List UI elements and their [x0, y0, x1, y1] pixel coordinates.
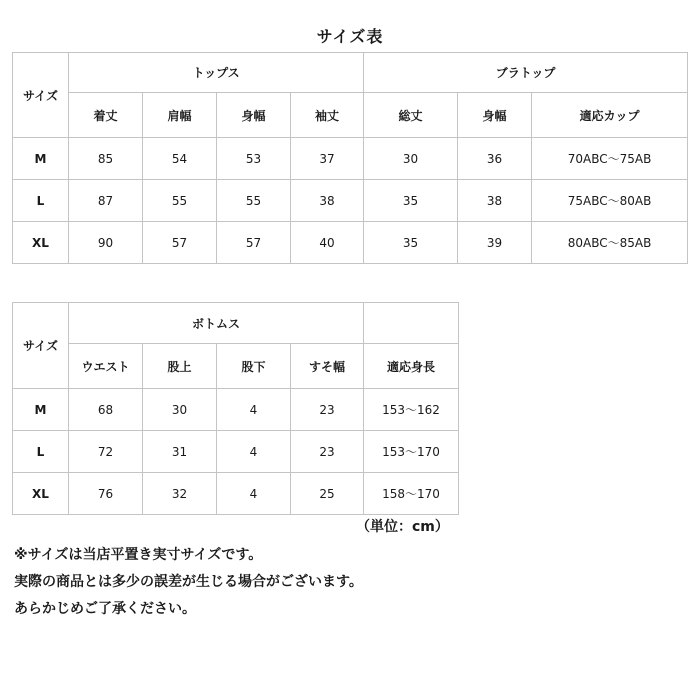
column-header: 肩幅 — [143, 93, 217, 138]
table-cell: 85 — [69, 138, 143, 180]
table-cell: 25 — [291, 473, 364, 515]
notes — [14, 542, 363, 623]
table-cell: 70ABC～75AB — [532, 138, 688, 180]
column-header: 総丈 — [364, 93, 458, 138]
table-cell: 80ABC～85AB — [532, 222, 688, 264]
size-label-cell: L — [13, 431, 69, 473]
table-cell: 4 — [217, 431, 291, 473]
table-cell: 36 — [458, 138, 532, 180]
tops-group-header: トップス — [69, 53, 364, 93]
bra-top-group-header: ブラトップ — [364, 53, 688, 93]
table-cell: 4 — [217, 389, 291, 431]
column-header: 着丈 — [69, 93, 143, 138]
column-header: すそ幅 — [291, 344, 364, 389]
table-cell: 35 — [364, 222, 458, 264]
size-header-cell: サイズ — [13, 53, 69, 138]
table-cell: 39 — [458, 222, 532, 264]
size-header-cell: サイズ — [13, 303, 69, 389]
table-cell: 87 — [69, 180, 143, 222]
column-header: 股下 — [217, 344, 291, 389]
size-label-cell: M — [13, 138, 69, 180]
table-cell: 153～170 — [364, 431, 459, 473]
table-cell: 30 — [364, 138, 458, 180]
table-cell: 4 — [217, 473, 291, 515]
table-cell: 75ABC～80AB — [532, 180, 688, 222]
table-row — [13, 473, 459, 515]
table-row — [13, 138, 688, 180]
note-line: ※サイズは当店平置き実寸サイズです。 — [14, 547, 263, 563]
unit-label: （単位：cm） — [356, 519, 449, 535]
table-cell: 153～162 — [364, 389, 459, 431]
table-cell: 72 — [69, 431, 143, 473]
column-header: 袖丈 — [291, 93, 364, 138]
size-label-cell: XL — [13, 222, 69, 264]
size-label-cell: XL — [13, 473, 69, 515]
table-row — [13, 389, 459, 431]
bottoms-group-header: ボトムス — [69, 303, 364, 344]
column-header: ウエスト — [69, 344, 143, 389]
table-cell: 57 — [217, 222, 291, 264]
table-cell: 31 — [143, 431, 217, 473]
table-cell: 23 — [291, 389, 364, 431]
table-cell: 68 — [69, 389, 143, 431]
table-cell: 76 — [69, 473, 143, 515]
page-title: サイズ表 — [316, 27, 384, 46]
column-header: 適応身長 — [364, 344, 459, 389]
table-cell: 37 — [291, 138, 364, 180]
table-cell: 32 — [143, 473, 217, 515]
blank-header-cell — [364, 303, 459, 344]
table-cell: 55 — [217, 180, 291, 222]
size-label-cell: M — [13, 389, 69, 431]
table-cell: 55 — [143, 180, 217, 222]
table-row — [13, 431, 459, 473]
note-line: あらかじめご了承ください。 — [14, 601, 196, 617]
table-cell: 35 — [364, 180, 458, 222]
bottoms-size-table — [12, 302, 459, 515]
table-cell: 53 — [217, 138, 291, 180]
column-header: 身幅 — [458, 93, 532, 138]
column-header: 股上 — [143, 344, 217, 389]
table-row — [13, 222, 688, 264]
table-row — [13, 180, 688, 222]
table-cell: 54 — [143, 138, 217, 180]
table-cell: 23 — [291, 431, 364, 473]
table-cell: 57 — [143, 222, 217, 264]
table-cell: 40 — [291, 222, 364, 264]
size-label-cell: L — [13, 180, 69, 222]
table-cell: 30 — [143, 389, 217, 431]
table-cell: 38 — [458, 180, 532, 222]
tops-size-table — [12, 52, 688, 264]
table-cell: 38 — [291, 180, 364, 222]
note-line: 実際の商品とは多少の誤差が生じる場合がございます。 — [14, 574, 363, 590]
column-header: 適応カップ — [532, 93, 688, 138]
column-header: 身幅 — [217, 93, 291, 138]
table-cell: 90 — [69, 222, 143, 264]
table-cell: 158～170 — [364, 473, 459, 515]
